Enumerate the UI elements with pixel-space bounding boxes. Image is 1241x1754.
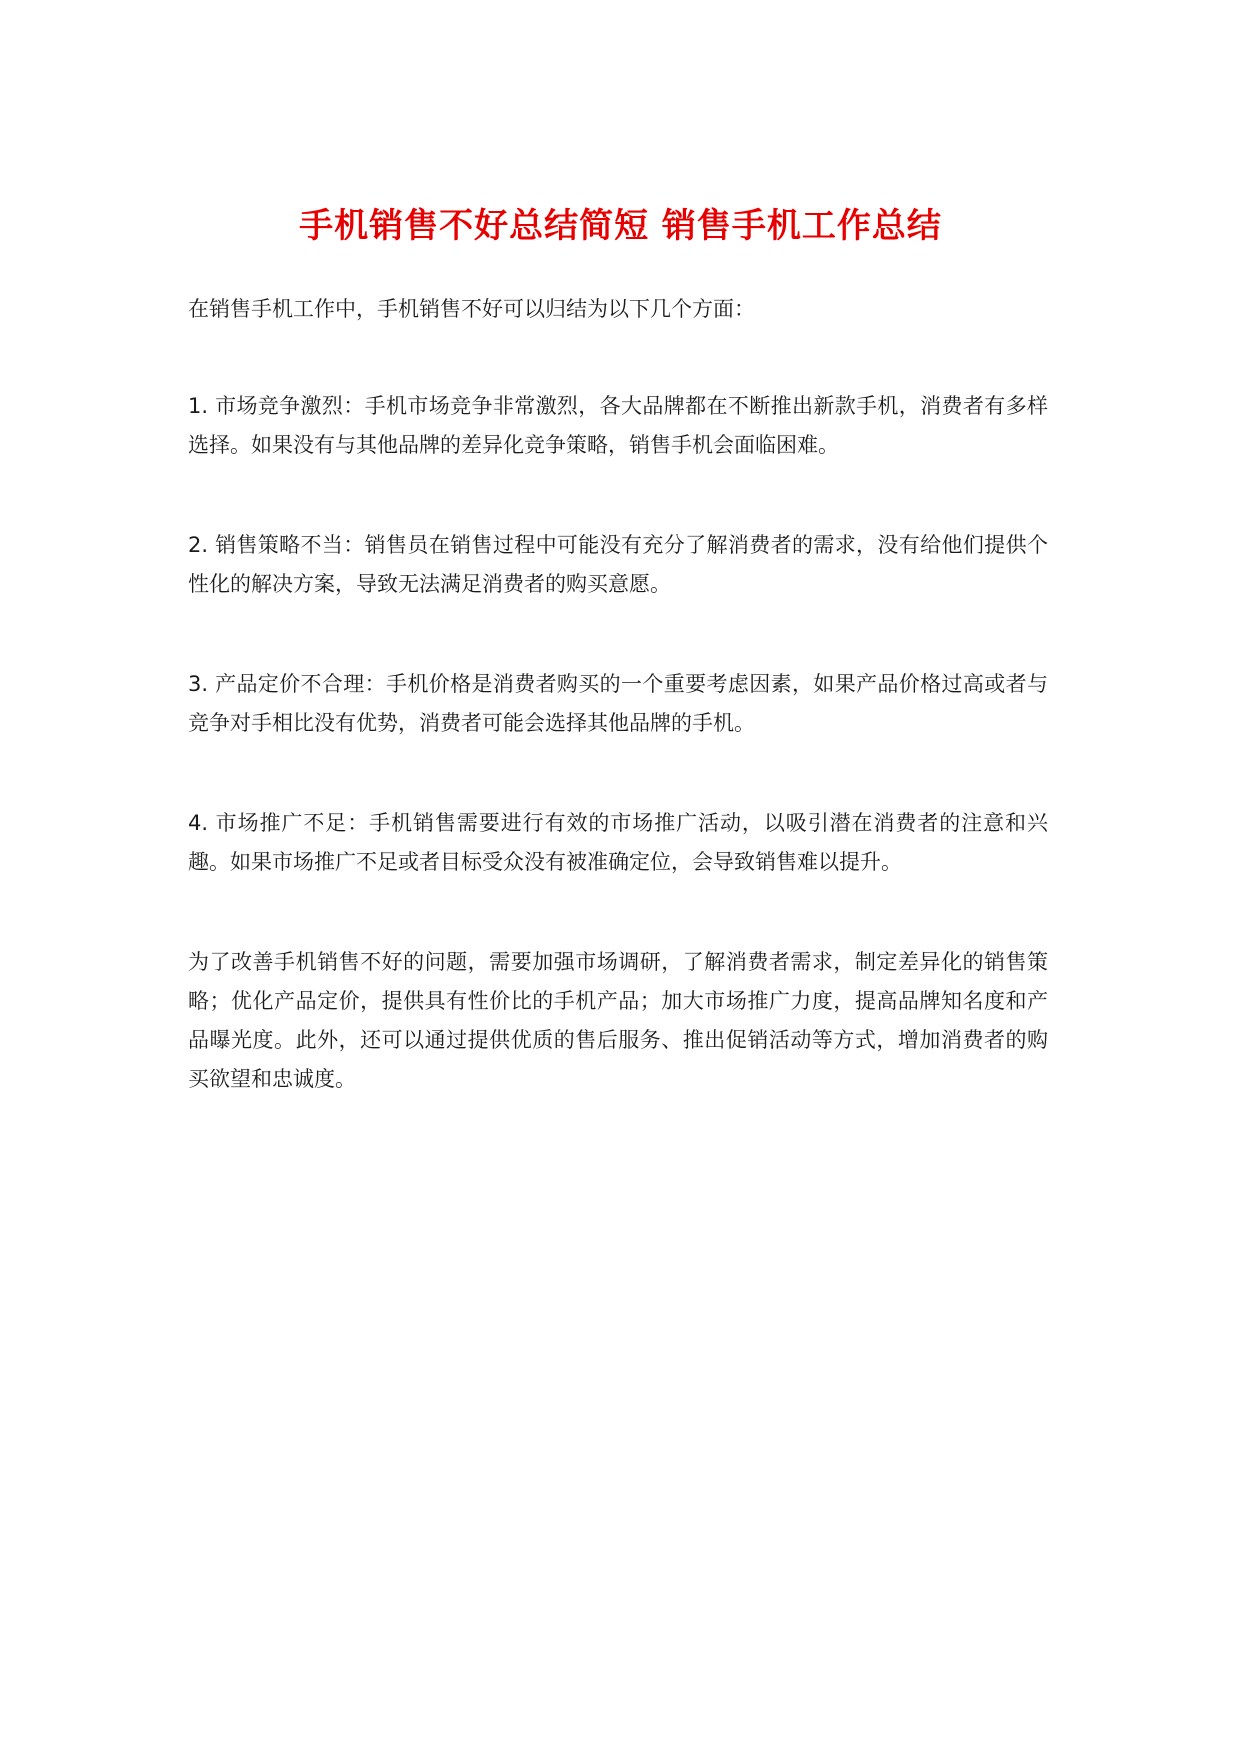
document-title: 手机销售不好总结简短 销售手机工作总结 xyxy=(299,205,942,246)
point-1-paragraph: 1. 市场竞争激烈：手机市场竞争非常激烈，各大品牌都在不断推出新款手机，消费者有多样选择。如果没有与其他品牌的差异化竞争策略，销售手机会面临困难。 xyxy=(188,394,1048,457)
intro-paragraph: 在销售手机工作中，手机销售不好可以归结为以下几个方面： xyxy=(188,297,755,321)
point-4-paragraph: 4. 市场推广不足：手机销售需要进行有效的市场推广活动，以吸引潜在消费者的注意和兴趣。如果市场推广不足或者目标受众没有被准确定位，会导致销售难以提升。 xyxy=(188,811,1048,874)
point-3-paragraph: 3. 产品定价不合理：手机价格是消费者购买的一个重要考虑因素，如果产品价格过高或者与竞争对手相比没有优势，消费者可能会选择其他品牌的手机。 xyxy=(188,672,1048,735)
point-2-paragraph: 2. 销售策略不当：销售员在销售过程中可能没有充分了解消费者的需求，没有给他们提供个性化的解决方案，导致无法满足消费者的购买意愿。 xyxy=(188,533,1048,596)
conclusion-paragraph: 为了改善手机销售不好的问题，需要加强市场调研，了解消费者需求，制定差异化的销售策略；优化产品定价，提供具有性价比的手机产品；加大市场推广力度，提高品牌知名度和产品曝光度。此外，还可以通过提供优质的售后服务、推出促销活动等方式，增加消费者的购买欲望和忠诚度。 xyxy=(188,950,1048,1091)
document-body xyxy=(188,290,1048,1099)
